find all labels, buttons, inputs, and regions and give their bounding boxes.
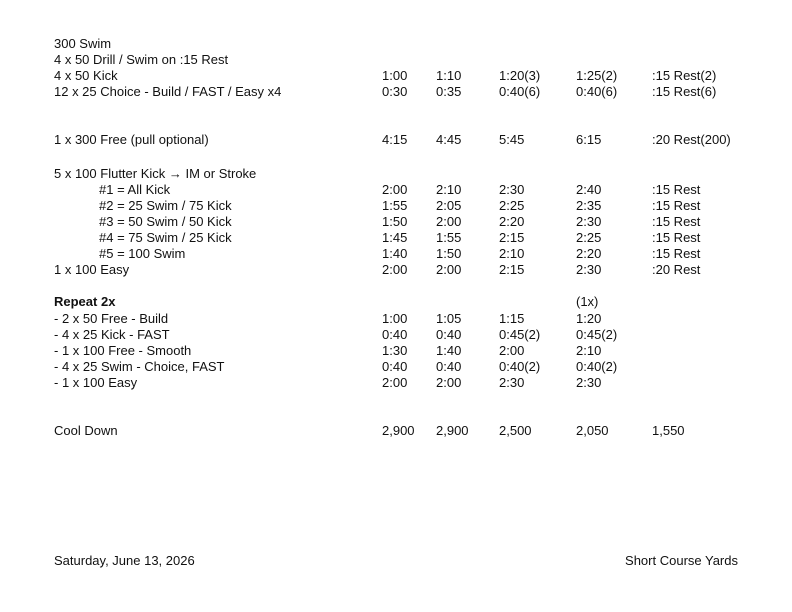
interval-col-4: 0:40(2) (576, 359, 618, 374)
interval-col-2: 1:40 (436, 343, 462, 358)
interval-col-4: 2:30 (576, 214, 602, 229)
interval-col-4: 6:15 (576, 132, 602, 147)
workout-row (0, 52, 792, 68)
workout-row (0, 36, 792, 52)
interval-col-5: :15 Rest (652, 246, 701, 261)
interval-col-4: 1:25(2) (576, 68, 618, 83)
set-description: Repeat 2x (54, 294, 116, 309)
interval-col-4: 2:30 (576, 262, 602, 277)
interval-col-5: :20 Rest(200) (652, 132, 731, 147)
set-description: 4 x 50 Kick (54, 68, 118, 83)
interval-col-2: 2:00 (436, 375, 462, 390)
interval-col-4: 2:10 (576, 343, 602, 358)
set-description: #2 = 25 Swim / 75 Kick (99, 198, 232, 213)
set-description: 5 x 100 Flutter Kick → IM or Stroke (54, 166, 257, 181)
interval-col-3: 1:15 (499, 311, 525, 326)
workout-row (0, 84, 792, 100)
interval-col-3: 2:30 (499, 375, 525, 390)
interval-col-4: 2:30 (576, 375, 602, 390)
workout-row (0, 359, 792, 375)
interval-col-5: :15 Rest(2) (652, 68, 717, 83)
interval-col-5: :15 Rest (652, 198, 701, 213)
workout-row (0, 230, 792, 246)
set-description: 12 x 25 Choice - Build / FAST / Easy x4 (54, 84, 282, 99)
interval-col-4: 2:40 (576, 182, 602, 197)
interval-col-5: :20 Rest (652, 262, 701, 277)
workout-row (0, 214, 792, 230)
interval-col-4: 2,050 (576, 423, 609, 438)
workout-row (0, 132, 792, 148)
interval-col-3: 1:20(3) (499, 68, 541, 83)
interval-col-3: 5:45 (499, 132, 525, 147)
interval-col-1: 4:15 (382, 132, 408, 147)
set-description: - 4 x 25 Kick - FAST (54, 327, 170, 342)
interval-col-4: 1:20 (576, 311, 602, 326)
interval-col-1: 1:00 (382, 311, 408, 326)
workout-row (0, 262, 792, 278)
interval-col-2: 0:35 (436, 84, 462, 99)
workout-row (0, 166, 792, 182)
interval-col-4: 0:40(6) (576, 84, 618, 99)
interval-col-1: 1:40 (382, 246, 408, 261)
course-type: Short Course Yards (625, 553, 738, 568)
interval-col-3: 2:25 (499, 198, 525, 213)
interval-col-3: 2,500 (499, 423, 532, 438)
interval-col-2: 2:00 (436, 262, 462, 277)
interval-col-2: 0:40 (436, 327, 462, 342)
interval-col-5: :15 Rest (652, 182, 701, 197)
interval-col-4: 2:20 (576, 246, 602, 261)
interval-col-5: :15 Rest (652, 230, 701, 245)
workout-row (0, 311, 792, 327)
interval-col-3: 2:15 (499, 230, 525, 245)
set-description: - 4 x 25 Swim - Choice, FAST (54, 359, 225, 374)
interval-col-3: 0:45(2) (499, 327, 541, 342)
interval-col-5: :15 Rest (652, 214, 701, 229)
interval-col-2: 2,900 (436, 423, 469, 438)
interval-col-1: 2:00 (382, 262, 408, 277)
interval-col-3: 2:10 (499, 246, 525, 261)
workout-row (0, 246, 792, 262)
interval-col-2: 1:55 (436, 230, 462, 245)
interval-col-4: 2:35 (576, 198, 602, 213)
interval-col-3: 2:30 (499, 182, 525, 197)
interval-col-3: 2:00 (499, 343, 525, 358)
interval-col-2: 1:10 (436, 68, 462, 83)
interval-col-1: 1:55 (382, 198, 408, 213)
interval-col-4: 2:25 (576, 230, 602, 245)
interval-col-1: 2:00 (382, 182, 408, 197)
workout-row (0, 294, 792, 310)
interval-col-3: 0:40(2) (499, 359, 541, 374)
interval-col-5: :15 Rest(6) (652, 84, 717, 99)
workout-date: Saturday, June 13, 2026 (54, 553, 195, 568)
workout-row (0, 327, 792, 343)
workout-row (0, 182, 792, 198)
set-description: - 2 x 50 Free - Build (54, 311, 169, 326)
interval-col-1: 1:30 (382, 343, 408, 358)
interval-col-1: 2:00 (382, 375, 408, 390)
interval-col-1: 0:40 (382, 327, 408, 342)
set-description: 4 x 50 Drill / Swim on :15 Rest (54, 52, 229, 67)
set-description: 1 x 100 Easy (54, 262, 130, 277)
interval-col-1: 0:30 (382, 84, 408, 99)
workout-row (0, 423, 792, 439)
workout-row (0, 343, 792, 359)
interval-col-3: 2:20 (499, 214, 525, 229)
workout-row (0, 198, 792, 214)
set-description: #5 = 100 Swim (99, 246, 186, 261)
set-description: - 1 x 100 Free - Smooth (54, 343, 192, 358)
interval-col-2: 2:00 (436, 214, 462, 229)
interval-col-4: (1x) (576, 294, 599, 309)
workout-row (0, 68, 792, 84)
interval-col-1: 1:50 (382, 214, 408, 229)
interval-col-2: 2:10 (436, 182, 462, 197)
interval-col-1: 1:45 (382, 230, 408, 245)
set-description: #3 = 50 Swim / 50 Kick (99, 214, 232, 229)
set-description: Cool Down (54, 423, 118, 438)
set-description: - 1 x 100 Easy (54, 375, 138, 390)
set-description: #1 = All Kick (99, 182, 171, 197)
interval-col-2: 1:05 (436, 311, 462, 326)
interval-col-2: 0:40 (436, 359, 462, 374)
interval-col-3: 0:40(6) (499, 84, 541, 99)
interval-col-2: 2:05 (436, 198, 462, 213)
interval-col-3: 2:15 (499, 262, 525, 277)
set-description: 1 x 300 Free (pull optional) (54, 132, 209, 147)
interval-col-1: 0:40 (382, 359, 408, 374)
interval-col-4: 0:45(2) (576, 327, 618, 342)
interval-col-2: 1:50 (436, 246, 462, 261)
interval-col-1: 2,900 (382, 423, 415, 438)
set-description: 300 Swim (54, 36, 112, 51)
interval-col-5: 1,550 (652, 423, 685, 438)
interval-col-2: 4:45 (436, 132, 462, 147)
workout-row (0, 375, 792, 391)
interval-col-1: 1:00 (382, 68, 408, 83)
set-description: #4 = 75 Swim / 25 Kick (99, 230, 232, 245)
